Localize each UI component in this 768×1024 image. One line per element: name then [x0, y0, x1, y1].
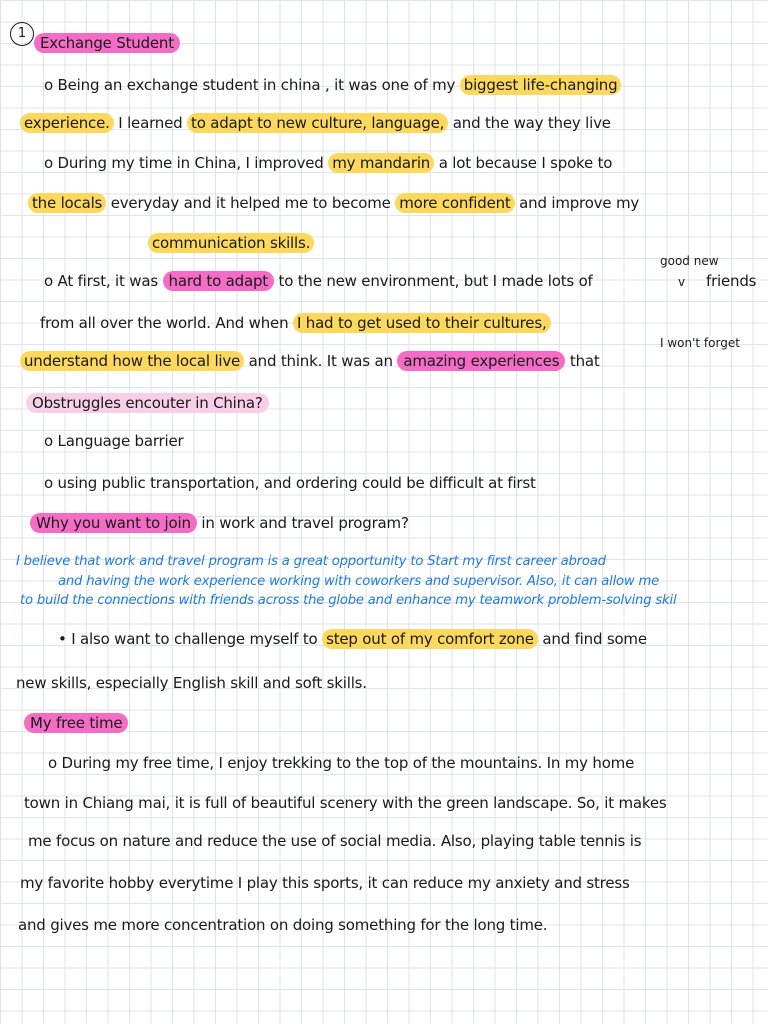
text: and the way they live — [448, 114, 611, 132]
text: in work and travel program? — [196, 514, 409, 532]
handwritten-insert-note: good new — [660, 254, 719, 268]
bullet-item: o using public transportation, and ordering could be difficult at first — [44, 474, 536, 492]
pink-highlight: My free time — [24, 713, 128, 733]
text: a lot because I spoke to — [434, 154, 613, 172]
paragraph-line — [148, 230, 314, 256]
text: o Being an exchange student in china , it was one of my — [44, 76, 456, 94]
yellow-highlight: biggest life-changing — [460, 75, 622, 95]
blue-paragraph-line: to build the connections with friends across the globe and enhance my teamwork problem-solving skil — [20, 593, 677, 608]
text: and improve my — [514, 194, 640, 212]
section-title-exchange-student — [34, 30, 180, 56]
bullet-item: o Language barrier — [44, 432, 184, 450]
section-number-badge: 1 — [10, 22, 34, 46]
section-title-why-join — [30, 510, 409, 536]
paragraph-line-word — [706, 268, 756, 294]
text: from all over the world. And when — [40, 314, 289, 332]
yellow-highlight: step out of my comfort zone — [322, 629, 538, 649]
text: that — [565, 352, 600, 370]
text: • I also want to challenge myself to — [58, 630, 318, 648]
paragraph-line: new skills, especially English skill and soft skills. — [16, 674, 367, 692]
text: o At first, it was — [44, 272, 158, 290]
text: and think. It was an — [244, 352, 393, 370]
paragraph-line: o During my free time, I enjoy trekking to the top of the mountains. In my home — [48, 754, 635, 772]
section-title-free-time — [24, 710, 128, 736]
yellow-highlight: understand how the local live — [20, 351, 244, 371]
paragraph-line: me focus on nature and reduce the use of social media. Also, playing table tennis is — [28, 832, 642, 850]
paragraph-line — [44, 268, 593, 294]
yellow-highlight: the locals — [28, 193, 106, 213]
paragraph-line — [28, 190, 639, 216]
yellow-highlight: to adapt to new culture, language, — [187, 113, 448, 133]
struggles-heading — [26, 390, 269, 416]
paragraph-line — [44, 150, 612, 176]
text: friends — [706, 272, 757, 290]
light-pink-highlight: Obstruggles encouter in China? — [26, 393, 269, 413]
blue-paragraph-line: and having the work experience working with coworkers and supervisor. Also, it can allow me — [58, 574, 660, 589]
paragraph-line — [58, 626, 647, 652]
text: I learned — [113, 114, 183, 132]
yellow-highlight: my mandarin — [328, 153, 434, 173]
pink-highlight: hard to adapt — [163, 271, 274, 291]
handwritten-margin-note: I won't forget — [660, 336, 740, 350]
pink-highlight: Exchange Student — [34, 33, 180, 53]
text: to the new environment, but I made lots of — [273, 272, 593, 290]
yellow-highlight: experience. — [20, 113, 114, 133]
yellow-highlight: communication skills. — [148, 233, 314, 253]
text: o During my time in China, I improved — [44, 154, 324, 172]
paragraph-line — [40, 310, 551, 336]
paragraph-line — [44, 72, 621, 98]
pink-highlight: Why you want to join — [30, 513, 197, 533]
text: and find some — [537, 630, 647, 648]
yellow-highlight: I had to get used to their cultures, — [293, 313, 551, 333]
paragraph-line: and gives me more concentration on doing something for the long time. — [18, 916, 548, 934]
pink-highlight: amazing experiences — [397, 351, 565, 371]
paragraph-line: my favorite hobby everytime I play this sports, it can reduce my anxiety and stress — [20, 874, 630, 892]
paragraph-line: town in Chiang mai, it is full of beautiful scenery with the green landscape. So, it makes — [24, 794, 667, 812]
paragraph-line — [20, 110, 611, 136]
text: everyday and it helped me to become — [106, 194, 391, 212]
yellow-highlight: more confident — [395, 193, 514, 213]
paragraph-line — [20, 348, 600, 374]
blue-paragraph-line: I believe that work and travel program is a great opportunity to Start my first career abroad — [16, 554, 606, 569]
insertion-caret: v — [678, 275, 686, 289]
